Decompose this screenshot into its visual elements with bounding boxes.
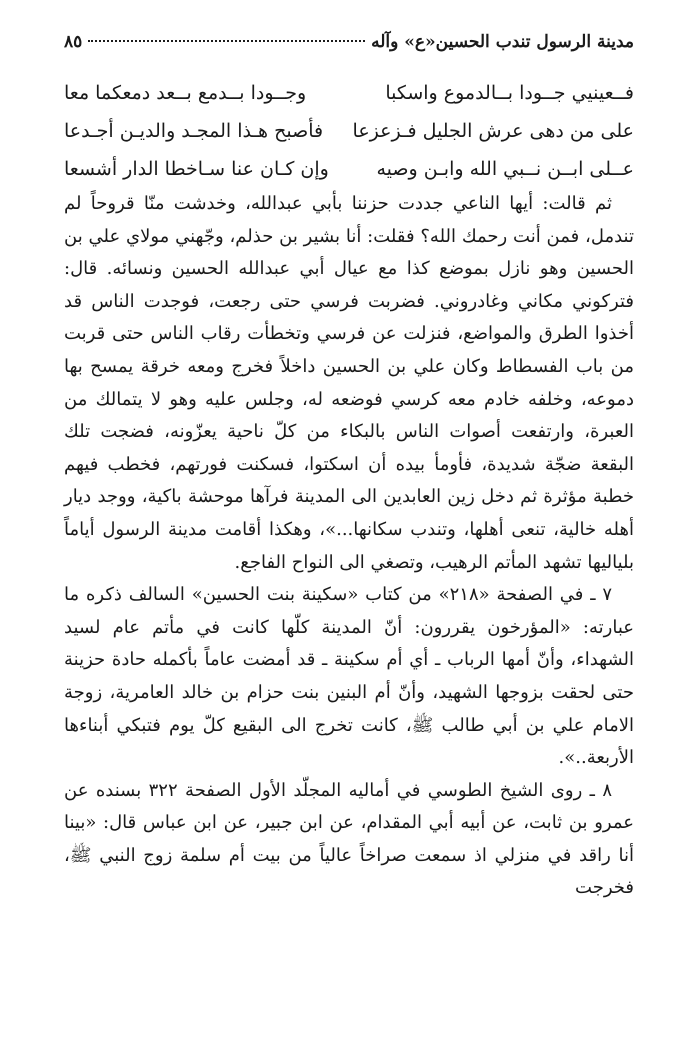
leader-dots (88, 40, 365, 42)
poem-verse (64, 74, 634, 112)
verse-first-hemistich: على من دهى عرش الجليل فـزعزعا (352, 120, 634, 142)
page-number: ٨٥ (64, 32, 83, 52)
book-page (64, 32, 634, 905)
paragraph: ٧ ـ في الصفحة «٢١٨» من كتاب «سكينة بنت الحسين» السالف ذكره ما عبارته: «المؤرخون يقررون: أنّ المدينة كلّها كانت في مأتم عام لسيد الشهداء، وأنّ أمها الرباب ـ أي أم سكينة ـ قد أمضت عاماً بأكمله حادة حزينة حتى لحقت بزوجها الشهيد، وأنّ أم البنين بنت حزام بن خالد العامرية، زوجة الامام علي بن أبي طالب ﷺ، كانت تخرج الى البقيع كلّ يوم فتبكي أبناءها الأربعة..». (64, 584, 634, 769)
poem-verse (64, 112, 634, 150)
body-text (64, 188, 634, 905)
paragraph: ثم قالت: أيها الناعي جددت حزننا بأبي عبدالله، وخدشت منّا قروحاً لم تندمل، فمن أنت رحمك الله؟ فقلت: أنا بشير بن حذلم، وجّهني مولاي علي بن الحسين وهو نازل بموضع كذا مع عيال أبي عبدالله الحسين ونسائه. قال: فتركوني مكاني وغادروني. فضربت فرسي حتى رجعت، فوجدت الناس قد أخذوا الطرق والمواضع، فنزلت عن فرسي وتخطأت رقاب الناس حتى قربت من باب الفسطاط وكان علي بن الحسين داخلاً فخرج ومعه خرقة يمسح بها دموعه، وخلفه خادم معه كرسي فوضعه له، وجلس عليه وهو لا يتمالك من العبرة، وارتفعت أصوات الناس بالبكاء من كلّ ناحية يعزّونه، فضجت تلك البقعة ضجّة شديدة، فأومأ بيده أن اسكتوا، فسكنت فورتهم، فخطب فيهم خطبة مؤثرة ثم دخل زين العابدين الى المدينة فرآها موحشة باكية، ووجد ديار أهله خالية، تنعى أهلها، وتندب سكانها...»، وهكذا أقامت مدينة الرسول أياماً بلياليها تشهد المأتم الرهيب، وتصغي الى النواح الفاجع. (64, 193, 634, 573)
running-header (64, 32, 634, 60)
paragraph: ٨ ـ روى الشيخ الطوسي في أماليه المجلّد الأول الصفحة ٣٢٢ بسنده عن عمرو بن ثابت، عن أبيه أبي المقدام، عن ابن جبير، عن ابن عباس قال: «بينا أنا راقد في منزلي اذ سمعت صراخاً عالياً من بيت أم سلمة زوج النبي ﷺ، فخرجت (64, 779, 634, 899)
running-title: مدينة الرسول تندب الحسين«ع» وآله (371, 32, 634, 52)
verse-second-hemistich: وإن كـان عنا سـاخطا الدار أشسعا (64, 158, 329, 180)
verse-first-hemistich: عــلى ابــن نــبي الله وابـن وصيه (376, 158, 634, 180)
poem-verse (64, 150, 634, 188)
verse-second-hemistich: وجــودا بــدمع بــعد دمعكما معا (64, 82, 307, 104)
verse-first-hemistich: فــعينيي جــودا بــالدموع واسكبا (385, 82, 634, 104)
poem (64, 74, 634, 188)
verse-second-hemistich: فأصبح هـذا المجـد والديـن أجـدعا (64, 120, 324, 142)
